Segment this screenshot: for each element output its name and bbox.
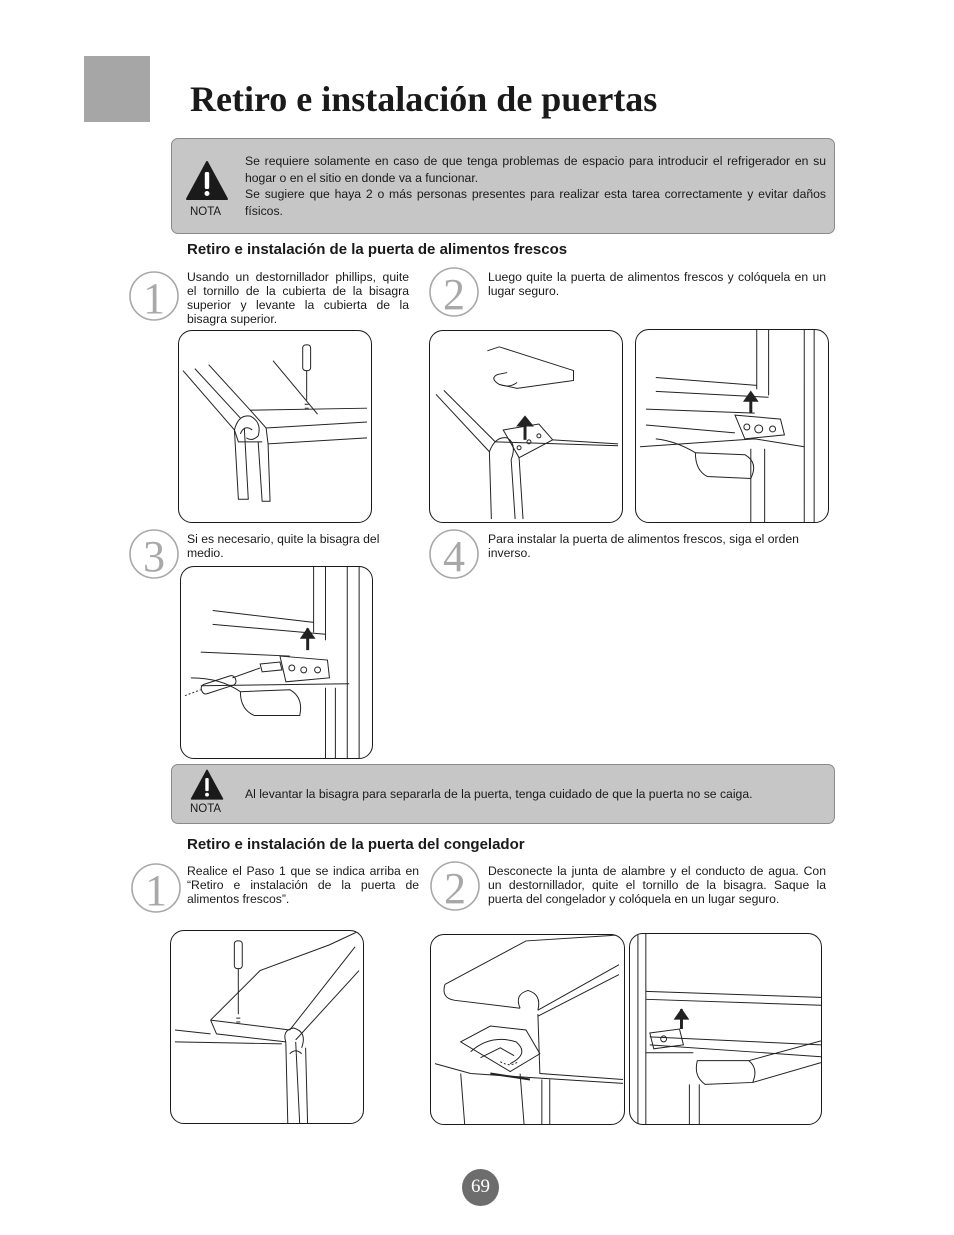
illustration-freezer-connections <box>430 934 625 1125</box>
page-number-badge: 69 <box>462 1169 499 1206</box>
warning-triangle-icon <box>184 768 230 802</box>
illustration-middle-hinge <box>635 329 829 523</box>
step-text: Realice el Paso 1 que se indica arriba en “Retiro e instalación de la puerta de alimentos frescos”. <box>187 864 419 906</box>
step-number-badge <box>128 270 180 322</box>
step-number: 2 <box>444 864 466 912</box>
step-number: 4 <box>443 532 465 580</box>
illustration-door-removal <box>429 330 623 523</box>
step-text: Si es necesario, quite la bisagra del medio. <box>187 532 380 560</box>
section-heading: Retiro e instalación de la puerta de alimentos frescos <box>187 241 568 258</box>
illustration-top-hinge-cover <box>178 330 372 523</box>
step-number-badge <box>429 860 481 912</box>
page-title: Retiro e instalación de puertas <box>190 79 658 119</box>
step-number-badge <box>130 862 182 914</box>
header-accent-square <box>84 56 150 122</box>
note-text <box>245 153 826 219</box>
illustration-freezer-hinge-cover <box>170 930 364 1124</box>
step-text: Luego quite la puerta de alimentos frescos y colóquela en un lugar seguro. <box>488 270 826 298</box>
section-heading: Retiro e instalación de la puerta del congelador <box>187 836 525 853</box>
step-text: Para instalar la puerta de alimentos frescos, siga el orden inverso. <box>488 532 799 560</box>
step-text: Desconecte la junta de alambre y el conducto de agua. Con un destornillador, quite el tornillo de la bisagra. Saque la puerta del congelador y colóquela en un lugar seguro. <box>488 864 826 906</box>
step-number: 3 <box>143 532 165 580</box>
note-box-1 <box>171 138 835 234</box>
step-number-badge <box>128 528 180 580</box>
warning-triangle-icon <box>184 159 230 203</box>
step-number-badge <box>428 528 480 580</box>
note-text: Al levantar la bisagra para separarla de la puerta, tenga cuidado de que la puerta no se caiga. <box>245 787 753 801</box>
note-line: Se sugiere que haya 2 o más personas presentes para realizar esta tarea correctamente y evitar daños físicos. <box>245 187 826 218</box>
note-label: NOTA <box>190 206 222 218</box>
note-line: Se requiere solamente en caso de que tenga problemas de espacio para introducir el refrigerador en su hogar o en el sitio en donde va a funcionar. <box>245 154 826 185</box>
step-number: 1 <box>145 866 167 914</box>
step-number: 1 <box>143 274 165 322</box>
illustration-freezer-bottom-hinge <box>629 933 822 1125</box>
step-number-badge <box>428 266 480 318</box>
illustration-middle-hinge-removal <box>180 566 373 759</box>
step-text: Usando un destornillador phillips, quite el tornillo de la cubierta de la bisagra superior y levante la cubierta de la bisagra superior. <box>187 270 409 326</box>
step-number: 2 <box>443 270 465 318</box>
note-label: NOTA <box>190 803 222 815</box>
note-box-2 <box>171 764 835 824</box>
